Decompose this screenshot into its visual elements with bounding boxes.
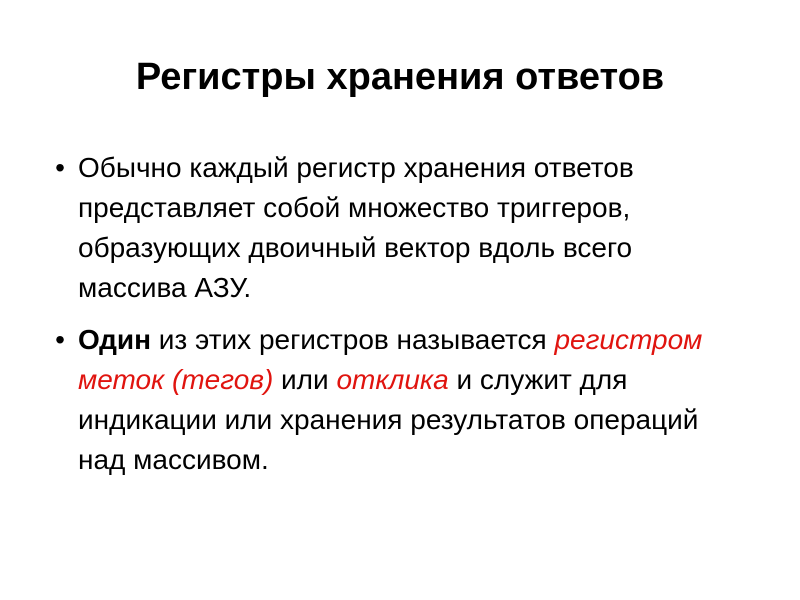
bullet-list	[48, 148, 748, 492]
bullet-text: Обычно каждый регистр хранения ответов представляет собой множество триггеров, образующих двоичный вектор вдоль всего массива АЗУ.	[78, 152, 634, 303]
bullet-text-segment: из этих регистров называется	[150, 324, 555, 355]
bullet-bold-lead: Один	[78, 324, 151, 355]
highlight-term: регистром меток (тегов)	[78, 324, 703, 395]
bullet-item	[48, 320, 748, 480]
slide-title: Регистры хранения ответов	[135, 56, 665, 98]
bullet-marker: •	[55, 324, 65, 355]
bullet-marker: •	[55, 152, 65, 183]
bullet-text-segment: и служит для индикации или хранения результатов операций над массивом.	[78, 364, 699, 475]
highlight-term: отклика	[336, 364, 449, 395]
bullet-text-segment: или	[273, 364, 337, 395]
bullet-item	[48, 148, 748, 308]
